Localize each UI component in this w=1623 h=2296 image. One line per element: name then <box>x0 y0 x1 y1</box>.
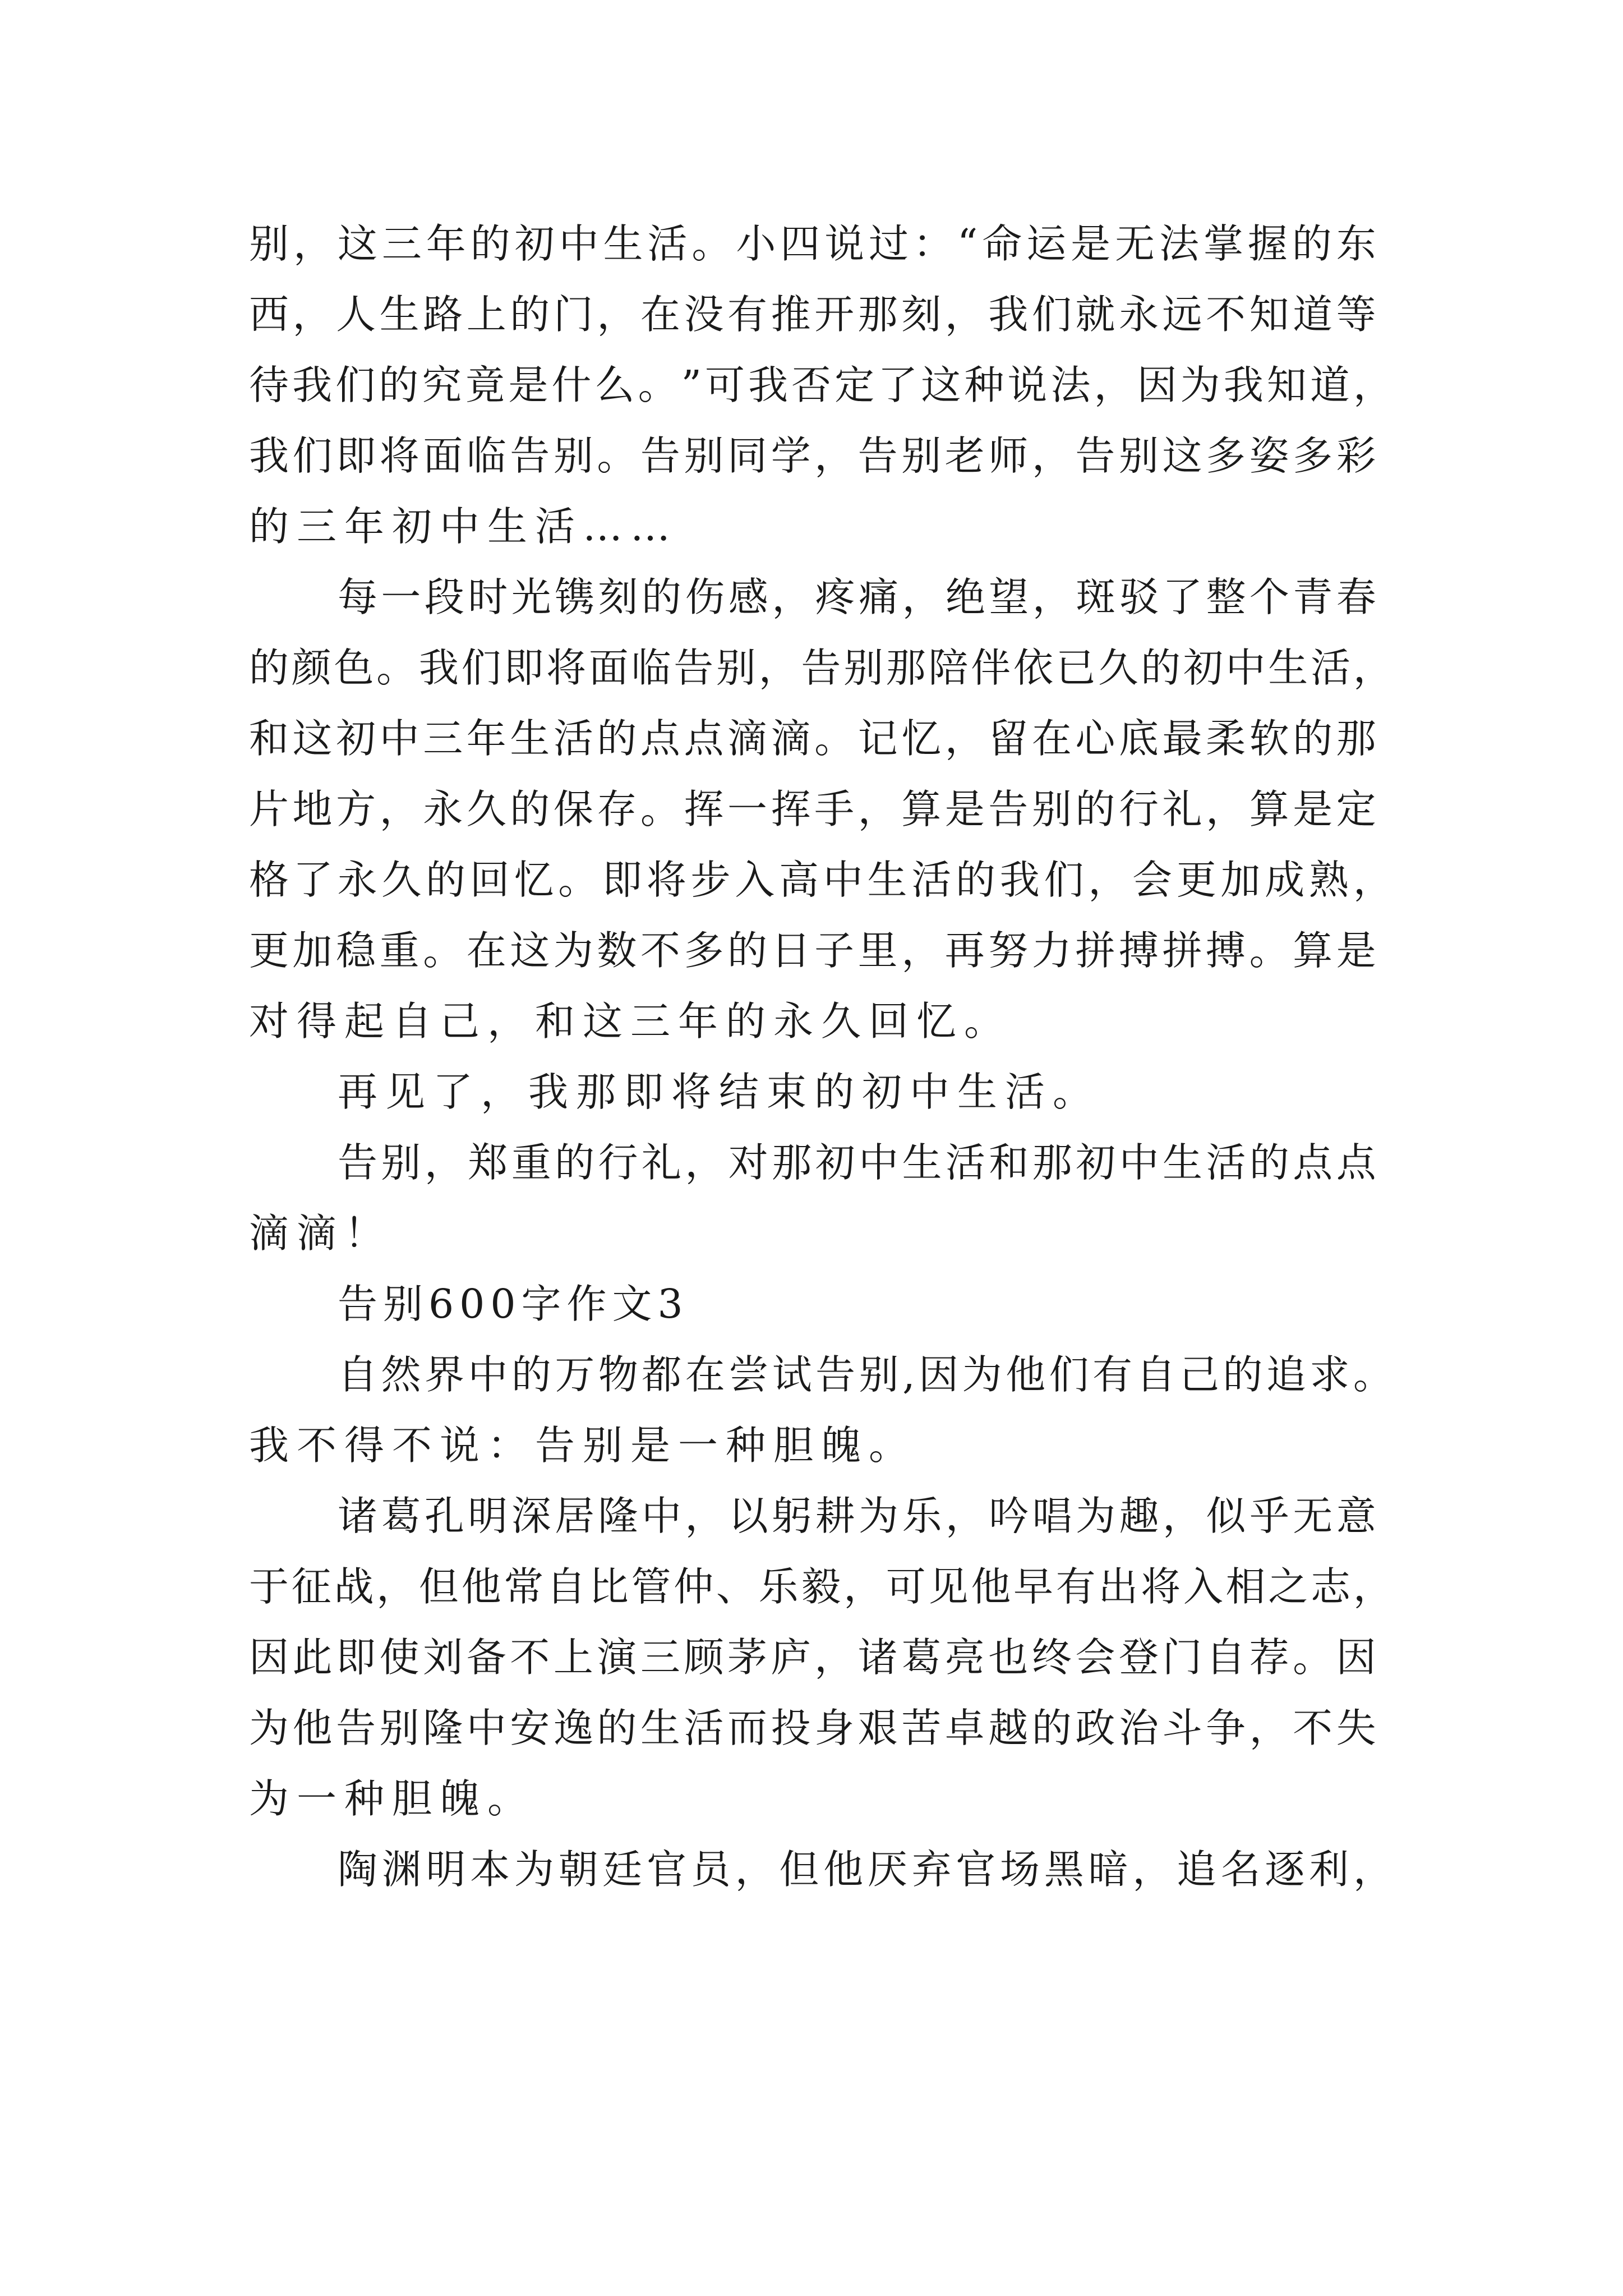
text-line: 滴滴！ <box>249 1210 393 1257</box>
text-line: 待 我 们 的 究 竟 是 什 么 。 ” 可 我 否 定 了 这 种 说 法 ， 因 为 我 知 道 ， <box>249 362 1393 408</box>
text-line: 的三年初中生活…… <box>249 503 679 550</box>
essay-title: 告别600字作文3 <box>338 1281 689 1327</box>
text-line: 别 ， 这 三 年 的 初 中 生 活 。 小 四 说 过 ： “ 命 运 是 无 法 掌 握 的 东 <box>249 220 1376 267</box>
text-line: 再见了，我那即将结束的初中生活。 <box>338 1069 1101 1115</box>
text-line: 于 征 战 ， 但 他 常 自 比 管 仲 、 乐 毅 ， 可 见 他 早 有 出 将 入 相 之 志 ， <box>249 1563 1393 1610</box>
text-line: 诸 葛 孔 明 深 居 隆 中 ， 以 躬 耕 为 乐 ， 吟 唱 为 趣 ， 似 乎 无 意 <box>338 1493 1376 1539</box>
text-line: 我 们 即 将 面 临 告 别 。 告 别 同 学 ， 告 别 老 师 ， 告 别 这 多 姿 多 彩 <box>249 432 1376 479</box>
text-line: 对得起自己，和这三年的永久回忆。 <box>249 998 1012 1045</box>
text-line: 片 地 方 ， 永 久 的 保 存 。 挥 一 挥 手 ， 算 是 告 别 的 行 礼 ， 算 是 定 <box>249 786 1376 832</box>
text-line: 更 加 稳 重 。 在 这 为 数 不 多 的 日 子 里 ， 再 努 力 拼 搏 拼 搏 。 算 是 <box>249 927 1376 974</box>
text-line: 陶 渊 明 本 为 朝 廷 官 员 ， 但 他 厌 弃 官 场 黑 暗 ， 追 名 逐 利 ， <box>338 1846 1393 1893</box>
text-line: 我不得不说：告别是一种胆魄。 <box>249 1422 917 1469</box>
text-line: 西 ， 人 生 路 上 的 门 ， 在 没 有 推 开 那 刻 ， 我 们 就 永 远 不 知 道 等 <box>249 291 1376 338</box>
text-line: 告 别 ， 郑 重 的 行 礼 ， 对 那 初 中 生 活 和 那 初 中 生 活 的 点 点 <box>338 1139 1376 1186</box>
text-line: 为 他 告 别 隆 中 安 逸 的 生 活 而 投 身 艰 苦 卓 越 的 政 治 斗 争 ， 不 失 <box>249 1705 1376 1751</box>
text-line: 和 这 初 中 三 年 生 活 的 点 点 滴 滴 。 记 忆 ， 留 在 心 底 最 柔 软 的 那 <box>249 715 1376 762</box>
text-line: 因 此 即 使 刘 备 不 上 演 三 顾 茅 庐 ， 诸 葛 亮 也 终 会 登 门 自 荐 。 因 <box>249 1634 1376 1681</box>
text-line: 每 一 段 时 光 镌 刻 的 伤 感 ， 疼 痛 ， 绝 望 ， 斑 驳 了 整 个 青 春 <box>338 574 1376 620</box>
text-line: 自 然 界 中 的 万 物 都 在 尝 试 告 别 , 因 为 他 们 有 自 己 的 追 求 。 <box>338 1351 1393 1398</box>
text-line: 为一种胆魄。 <box>249 1775 536 1822</box>
text-line: 的 颜 色 。 我 们 即 将 面 临 告 别 ， 告 别 那 陪 伴 依 已 久 的 初 中 生 活 ， <box>249 645 1393 691</box>
text-line: 格 了 永 久 的 回 忆 。 即 将 步 入 高 中 生 活 的 我 们 ， 会 更 加 成 熟 ， <box>249 857 1393 903</box>
